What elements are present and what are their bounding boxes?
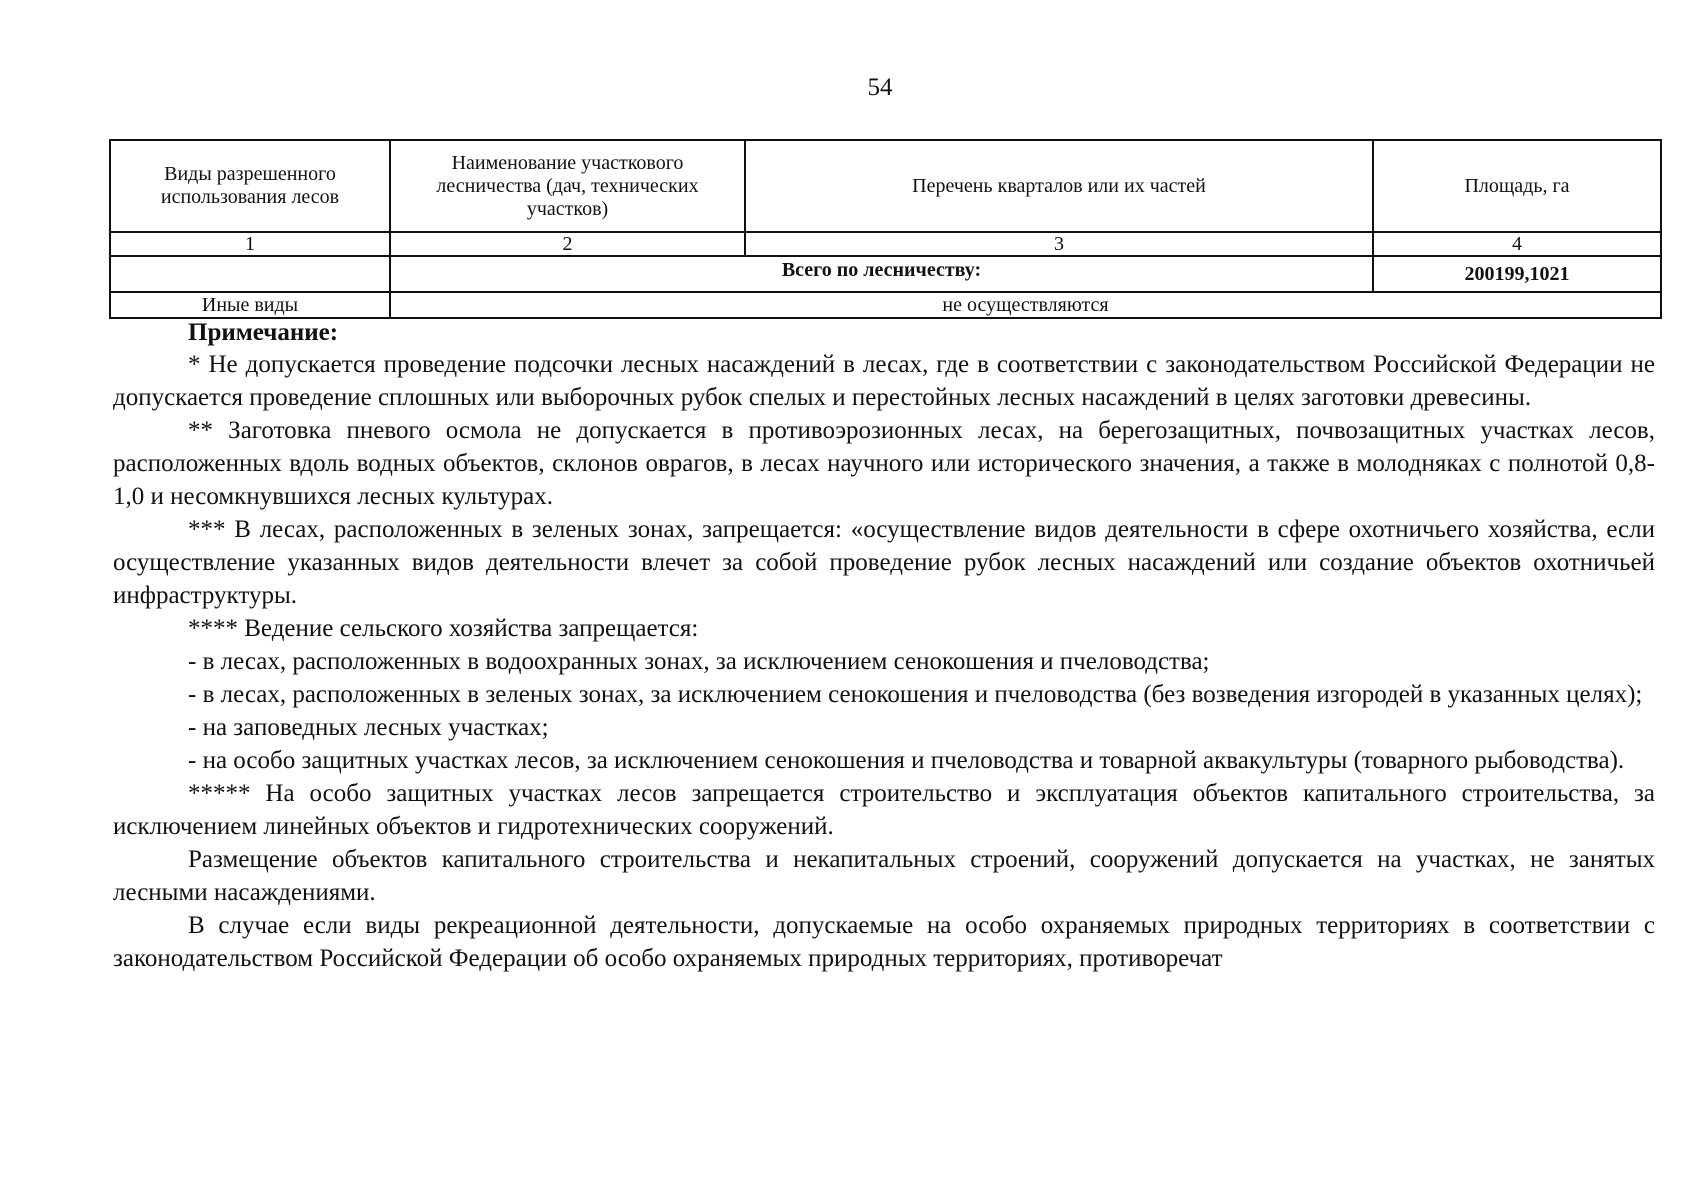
other-uses-row: [110, 292, 1661, 318]
note-paragraph-capital-construction: ***** На особо защитных участках лесов запрещается строительство и эксплуатация объектов капитального строительства, за исключением линейных объектов и гидротехнических сооружений.: [113, 780, 1655, 840]
total-row: [110, 256, 1661, 292]
notes-title: Примечание:: [188, 319, 339, 346]
total-row-empty-cell: [110, 256, 390, 292]
notes-section: [113, 318, 1655, 975]
other-uses-label: Иные виды: [110, 292, 390, 318]
header-cell-use-type: Виды разрешенного использования лесов: [110, 140, 390, 232]
note-list-item-reserved-areas: - на заповедных лесных участках;: [188, 714, 549, 741]
table-header-row: [110, 140, 1661, 232]
total-area-value: 200199,1021: [1373, 256, 1661, 292]
note-paragraph-placement: Размещение объектов капитального строительства и некапитальных строений, сооружений допускается на участках, не занятых лесными насаждениями.: [113, 846, 1655, 906]
note-list-item-special-protection: - на особо защитных участках лесов, за исключением сенокошения и пчеловодства и товарной аквакультуры (товарного рыбоводства).: [188, 747, 1625, 774]
header-cell-area: Площадь, га: [1373, 140, 1661, 232]
total-label: Всего по лесничеству:: [781, 258, 982, 281]
other-uses-status: не осуществляются: [390, 292, 1661, 318]
total-row-label-cell: [390, 256, 1373, 292]
column-number-2: 2: [390, 232, 745, 256]
note-paragraph-green-zones: *** В лесах, расположенных в зеленых зонах, запрещается: «осуществление видов деятельности в сфере охотничьего хозяйства, если осуществление указанных видов деятельности влечет за собой проведение рубок лесных насаждений или создание объектов охотничьей инфраструктуры.: [113, 516, 1655, 609]
note-paragraph-stump-resin: ** Заготовка пневого осмола не допускается в противоэрозионных лесах, на берегозащитных, почвозащитных участках лесов, расположенных вдоль водных объектов, склонов оврагов, в лесах научного или исторического значения, а также в молодняках с полнотой 0,8-1,0 и несомкнувшихся лесных культурах.: [113, 417, 1655, 510]
column-number-row: [110, 232, 1661, 256]
page-number: 54: [867, 74, 893, 101]
forest-use-table: [109, 139, 1662, 319]
note-list-item-water-protection: - в лесах, расположенных в водоохранных зонах, за исключением сенокошения и пчеловодства;: [188, 648, 1210, 675]
header-cell-quarters-list: Перечень кварталов или их частей: [745, 140, 1373, 232]
column-number-4: 4: [1373, 232, 1661, 256]
note-paragraph-agriculture: **** Ведение сельского хозяйства запрещается:: [188, 615, 699, 642]
note-paragraph-tapping: * Не допускается проведение подсочки лесных насаждений в лесах, где в соответствии с законодательством Российской Федерации не допускается проведение сплошных или выборочных рубок спелых и перестойных лесных насаждений в целях заготовки древесины.: [113, 351, 1655, 411]
note-paragraph-recreation: В случае если виды рекреационной деятельности, допускаемые на особо охраняемых природных территориях в соответствии с законодательством Российской Федерации об особо охраняемых природных территориях, противоречат: [113, 912, 1655, 972]
note-list-item-green-zones: - в лесах, расположенных в зеленых зонах, за исключением сенокошения и пчеловодства (без возведения изгородей в указанных целях);: [188, 681, 1643, 708]
column-number-1: 1: [110, 232, 390, 256]
column-number-3: 3: [745, 232, 1373, 256]
header-cell-forestry-name: Наименование участкового лесничества (дач, технических участков): [390, 140, 745, 232]
